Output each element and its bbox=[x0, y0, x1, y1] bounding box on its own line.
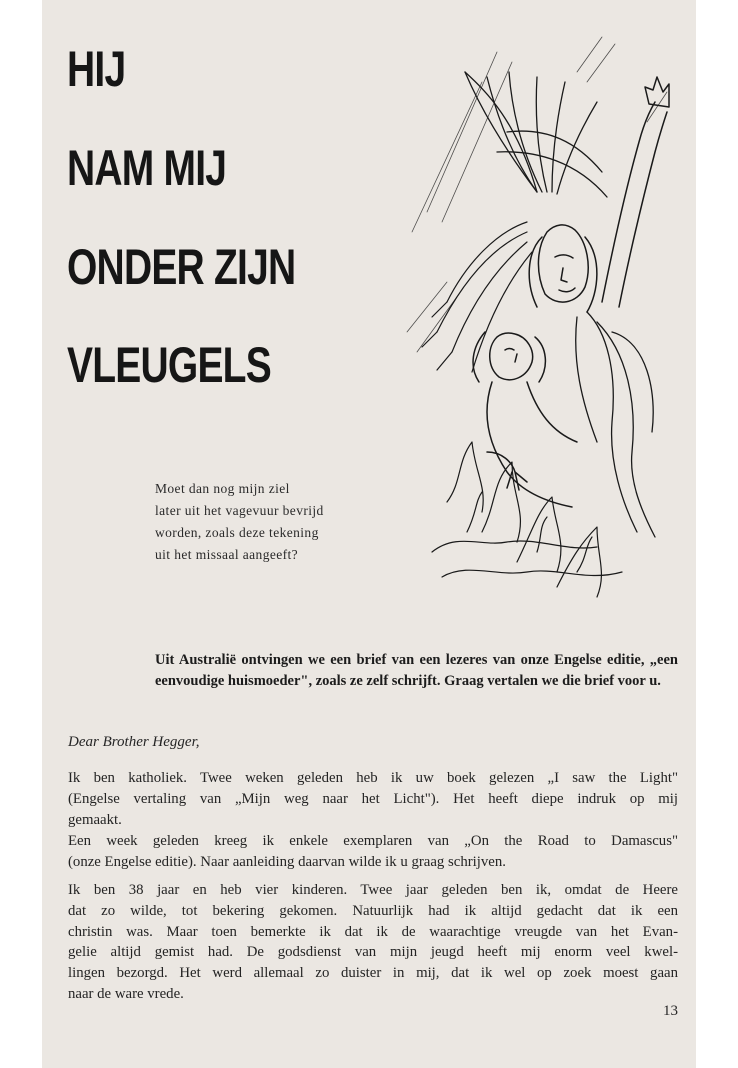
page-number: 13 bbox=[663, 1003, 678, 1019]
text-line: Een week geleden kreeg ik enkele exemplaren van „On the Road to Damascus" bbox=[68, 833, 678, 849]
text-line: gelie altijd gemist had. De godsdienst van mijn jeugd heeft mij enorm veel kwel- bbox=[68, 944, 678, 961]
caption-line: worden, zoals deze tekening bbox=[155, 525, 319, 540]
magazine-page bbox=[42, 0, 696, 1068]
text-line: Ik ben katholiek. Twee weken geleden heb ik uw boek gelezen „I saw the Light" bbox=[68, 770, 678, 786]
caption-line: later uit het vagevuur bevrijd bbox=[155, 503, 324, 518]
intro-paragraph: Uit Australië ontvingen we een brief van een lezeres van onze Engelse editie, „een eenvoudige huismoeder", zoals ze zelf schrijft. Graag vertalen we die brief voor u. bbox=[155, 652, 678, 689]
text-line: (Engelse vertaling van „Mijn weg naar het Licht"). Het heeft diepe indruk op mij bbox=[68, 790, 678, 807]
text-line: christin was. Maar toen bemerkte ik dat ik de waarachtige vreugde van het Evan- bbox=[68, 923, 678, 940]
angel-carrying-soul-drawing-icon bbox=[387, 32, 687, 612]
text-line: dat zo wilde, tot bekering gekomen. Natuurlijk had ik altijd gedacht dat ik een bbox=[68, 902, 678, 919]
title-line-4: VLEUGELS bbox=[67, 337, 271, 393]
body-paragraph-3 bbox=[68, 880, 678, 1005]
caption-line: uit het missaal aangeeft? bbox=[155, 547, 299, 562]
body-paragraph-2 bbox=[68, 831, 678, 873]
title-line-1: HIJ bbox=[67, 41, 126, 97]
title-line-3: ONDER ZIJN bbox=[67, 239, 296, 295]
text-line: naar de ware vrede. bbox=[68, 985, 184, 1002]
text-line: lingen bezorgd. Het werd allemaal zo duister in mij, dat ik wel op zoek moest gaan bbox=[68, 965, 678, 982]
letter-salutation: Dear Brother Hegger, bbox=[68, 734, 200, 750]
text-line: (onze Engelse editie). Naar aanleiding daarvan wilde ik u graag schrijven. bbox=[68, 853, 506, 870]
text-line: gemaakt. bbox=[68, 811, 122, 828]
text-line: Ik ben 38 jaar en heb vier kinderen. Twee jaar geleden ben ik, omdat de Heere bbox=[68, 882, 678, 898]
illustration-caption bbox=[155, 478, 395, 566]
title-line-2: NAM MIJ bbox=[67, 140, 227, 196]
caption-line: Moet dan nog mijn ziel bbox=[155, 481, 290, 496]
body-paragraph-1 bbox=[68, 768, 678, 830]
